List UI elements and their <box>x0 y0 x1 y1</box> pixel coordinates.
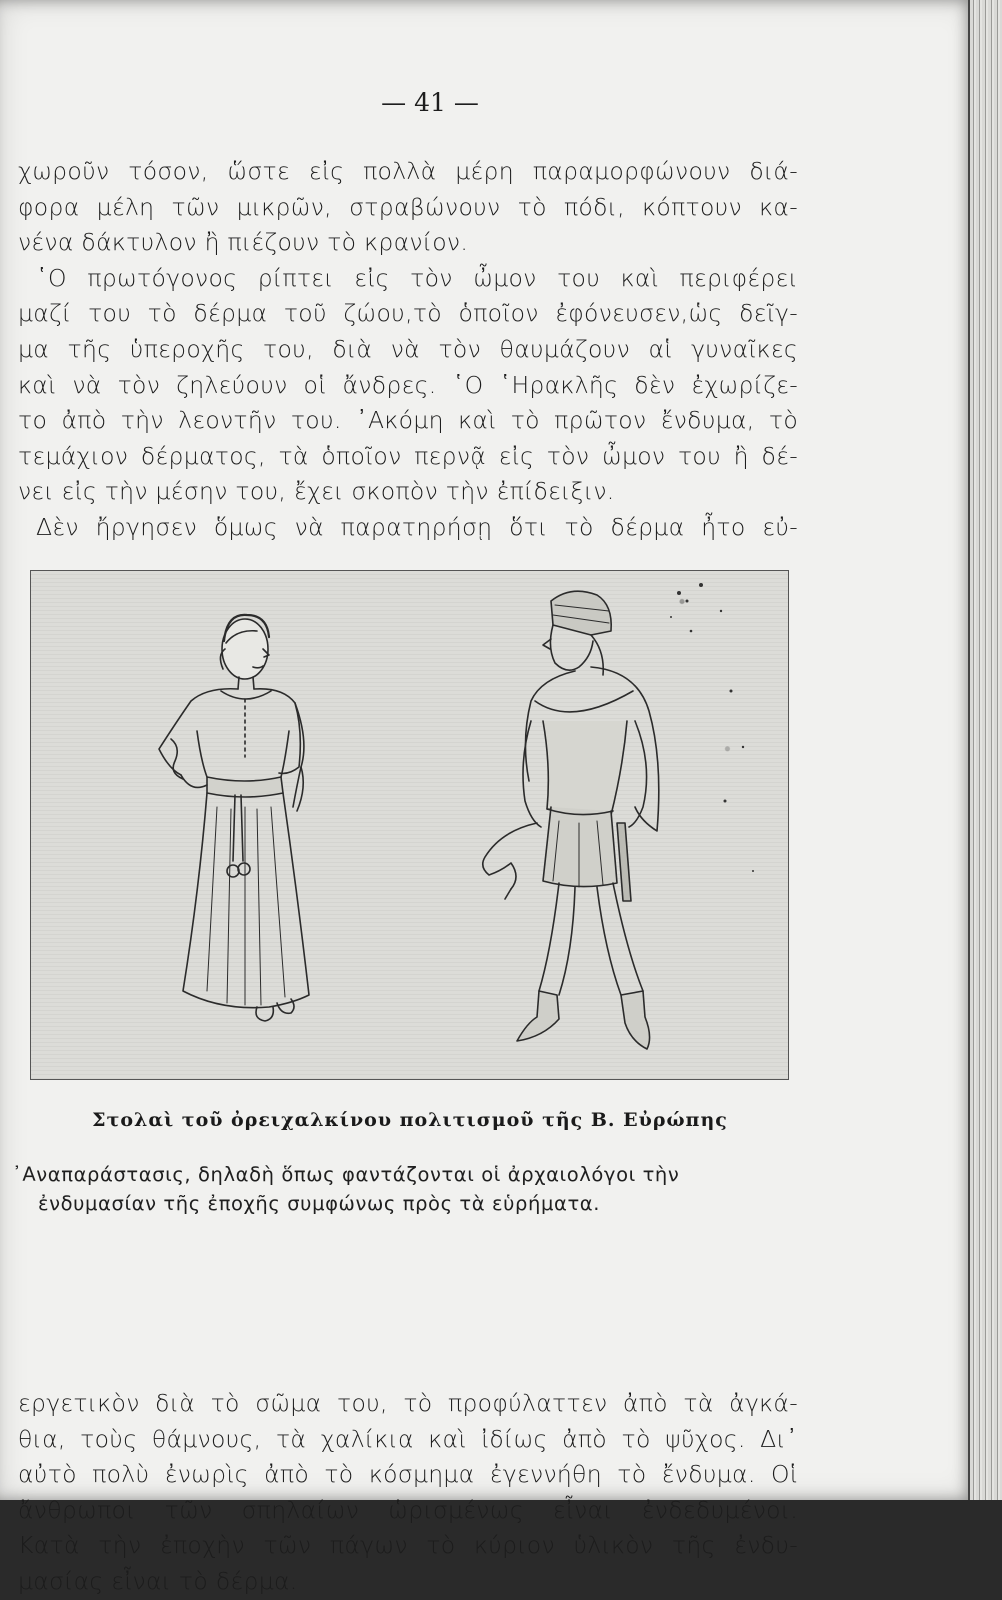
text-line: καὶ νὰ τὸν ζηλεύουν οἱ ἄνδρες. ῾Ο ῾Ηρακλῆς δὲν ἐχωρίζε- <box>18 370 798 399</box>
text-line: τεμάχιον δέρματος, τὰ ὁποῖον περνᾷ εἰς τὸν ὦμον του ἢ δέ- <box>18 441 798 470</box>
text-line: ῾Ο πρωτόγονος ρίπτει εἰς τὸν ὦμον του καὶ περιφέρει <box>36 263 798 292</box>
caption-line: ἐνδυμασίαν τῆς ἐποχῆς συμφώνως πρὸς τὰ εὑρήματα. <box>38 1192 601 1215</box>
print-speckle <box>670 583 754 872</box>
illustration-drawing <box>31 571 788 1079</box>
caption-line: ᾿Αναπαράστασις, δηλαδὴ ὅπως φαντάζονται οἱ ἀρχαιολόγοι τὴν <box>12 1163 680 1186</box>
text-line: νει εἰς τὴν μέσην του, ἔχει σκοπὸν τὴν ἐπίδειξιν. <box>18 477 615 506</box>
man-figure <box>483 591 659 1049</box>
body-text-top <box>18 154 798 546</box>
text-line: χωροῦν τόσον, ὥστε εἰς πολλὰ μέρη παραμορφώνουν διά- <box>18 157 798 185</box>
text-line: Δὲν ἤργησεν ὅμως νὰ παρατηρήσῃ ὅτι τὸ δέρμα ἦτο εὐ- <box>36 512 798 541</box>
text-line: μα τῆς ὑπεροχῆς του, διὰ νὰ τὸν θαυμάζουν αἱ γυναῖκες <box>18 334 798 363</box>
text-line: νένα δάκτυλον ἢ πιέζουν τὸ κρανίον. <box>18 228 469 257</box>
page-number: — 41 — <box>381 88 479 117</box>
woman-figure <box>159 615 309 1021</box>
text-line: Κατὰ τὴν ἐποχὴν τῶν πάγων τὸ κύριον ὑλικὸν τῆς ἐνδυ- <box>18 1531 798 1560</box>
text-line: ἄνθρωποι τῶν σπηλαίων ὡρισμένως εἶναι ἐνδεδυμένοι. <box>18 1495 798 1524</box>
page-edge-stack <box>968 0 1002 1500</box>
text-line: εργετικὸν διὰ τὸ σῶμα του, τὸ προφύλαττεν ἀπὸ τὰ ἀγκά- <box>18 1389 798 1417</box>
text-line: αὐτὸ πολὺ ἐνωρὶς ἀπὸ τὸ κόσμημα ἐγεννήθη τὸ ἔνδυμα. Οἱ <box>18 1460 798 1489</box>
text-line: το ἀπὸ τὴν λεοντῆν του. ᾿Ακόμη καὶ τὸ πρῶτον ἔνδυμα, τὸ <box>18 406 798 435</box>
figure-caption-body <box>12 1160 802 1218</box>
body-text-bottom <box>18 1386 798 1600</box>
text-line: φορα μέλη τῶν μικρῶν, στραβώνουν τὸ πόδι, κόπτουν κα- <box>18 192 798 221</box>
text-line: θια, τοὺς θάμνους, τὰ χαλίκια καὶ ἰδίως ἀπὸ τὸ ψῦχος. Δι᾿ <box>18 1424 798 1453</box>
figure-caption-title: Στολαὶ τοῦ ὀρειχαλκίνου πολιτισμοῦ τῆς Β. Εὐρώπης <box>92 1109 728 1131</box>
illustration-bronze-age-costumes <box>30 570 789 1080</box>
text-line: μαζί του τὸ δέρμα τοῦ ζώου,τὸ ὁποῖον ἐφόνευσεν,ὡς δεῖγ- <box>18 299 798 328</box>
text-line: μασίας εἶναι τὸ δέρμα. <box>18 1566 298 1595</box>
